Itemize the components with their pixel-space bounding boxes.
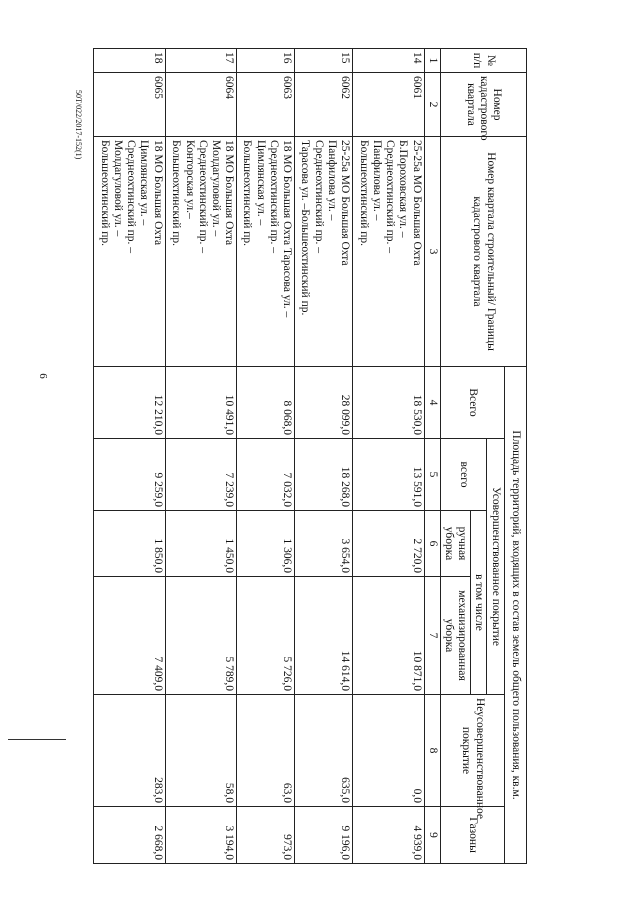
address-line: Тарасова ул. –Большеохтинский пр. <box>299 140 312 316</box>
address-line: Конторская ул.– <box>183 140 196 219</box>
row-lawns: 4 939,0 <box>352 807 424 864</box>
header-manual: ручная уборка <box>440 511 470 577</box>
row-total: 28 099,0 <box>295 367 353 439</box>
colnum: 4 <box>424 367 440 439</box>
row-cad: 6061 <box>352 73 424 137</box>
row-manual: 1 306,0 <box>237 511 295 577</box>
address-line: Среднеохтинский пр. – <box>267 140 280 254</box>
row-imp-total: 9 259,0 <box>94 439 166 511</box>
row-no: 15 <box>295 49 353 73</box>
table-row <box>94 49 166 864</box>
address-line: 18 МО Большая Охта <box>151 140 164 246</box>
header-cad-quarter: Номер кадастрового квартала <box>440 73 526 137</box>
row-mech: 14 614,0 <box>295 577 353 695</box>
row-imp-total: 13 591,0 <box>352 439 424 511</box>
address-line: Молдагуловой ул. – <box>209 140 222 237</box>
row-unimp: 283,0 <box>94 695 166 807</box>
row-no: 17 <box>165 49 237 73</box>
header-area-group: Площадь территорий, входящих в состав земель общего пользования, кв.м. <box>505 367 527 864</box>
row-lawns: 973,0 <box>237 807 295 864</box>
row-mech: 7 409,0 <box>94 577 166 695</box>
address-line: Среднеохтинский пр. – <box>196 140 209 254</box>
address-line: Панфилова ул. – <box>325 140 338 221</box>
address-line: Цимлянская ул. – <box>254 140 267 226</box>
address-line: Среднеохтинский пр. – <box>312 140 325 254</box>
row-cad: 6063 <box>237 73 295 137</box>
rotated-table-container <box>93 48 527 863</box>
colnum: 7 <box>424 577 440 695</box>
margin-rule <box>8 739 66 740</box>
row-cad: 6064 <box>165 73 237 137</box>
row-no: 16 <box>237 49 295 73</box>
address-line: Большеохтинский пр. <box>98 140 111 247</box>
row-lawns: 3 194,0 <box>165 807 237 864</box>
colnum: 9 <box>424 807 440 864</box>
address-line: 18 МО Большая Охта Тарасова ул. – <box>281 140 294 318</box>
page-number: 6 <box>36 373 49 379</box>
table-row <box>165 49 237 864</box>
row-unimp: 58,0 <box>165 695 237 807</box>
address-line: 25-25а МО Большая Охта <box>338 140 351 266</box>
header-building-quarter: Номер квартала строительный/ Границы кадастрового квартала <box>440 137 526 367</box>
address-line: 18 МО Большая Охта <box>223 140 236 246</box>
row-manual: 1 450,0 <box>165 511 237 577</box>
table-row <box>237 49 295 864</box>
table-row <box>352 49 424 864</box>
row-address <box>237 137 295 367</box>
row-unimp: 0,0 <box>352 695 424 807</box>
address-line: Большеохтинский пр. <box>241 140 254 247</box>
row-unimp: 635,0 <box>295 695 353 807</box>
row-mech: 5 789,0 <box>165 577 237 695</box>
row-no: 14 <box>352 49 424 73</box>
address-line: Большеохтинский пр. <box>170 140 183 247</box>
colnum: 2 <box>424 73 440 137</box>
row-address <box>94 137 166 367</box>
row-imp-total: 18 268,0 <box>295 439 353 511</box>
row-imp-total: 7 239,0 <box>165 439 237 511</box>
row-lawns: 9 196,0 <box>295 807 353 864</box>
address-line: Среднеохтинский пр. – <box>384 140 397 254</box>
table-row <box>295 49 353 864</box>
header-improved: Усовершенствованное покрытие <box>487 439 505 695</box>
row-imp-total: 7 032,0 <box>237 439 295 511</box>
address-line: Молдагуловой ул. – <box>111 140 124 237</box>
row-address <box>165 137 237 367</box>
header-incl: в том числе <box>470 511 486 695</box>
address-line: Среднеохтинский пр. – <box>125 140 138 254</box>
row-manual: 1 850,0 <box>94 511 166 577</box>
row-manual: 3 654,0 <box>295 511 353 577</box>
land-area-table <box>93 48 527 864</box>
row-total: 12 210,0 <box>94 367 166 439</box>
colnum: 1 <box>424 49 440 73</box>
header-unimproved: Неусовершенствованное покрытие <box>440 695 504 807</box>
row-mech: 10 871,0 <box>352 577 424 695</box>
address-line: Большеохтинский пр. <box>357 140 370 247</box>
row-total: 10 491,0 <box>165 367 237 439</box>
row-unimp: 63,0 <box>237 695 295 807</box>
header-improved-total: всего <box>440 439 486 511</box>
row-lawns: 2 668,0 <box>94 807 166 864</box>
row-total: 18 530,0 <box>352 367 424 439</box>
header-total: Всего <box>440 367 504 439</box>
address-line: 25-25а МО Большая Охта <box>410 140 423 266</box>
header-lawns: Газоны <box>440 807 504 864</box>
colnum: 6 <box>424 511 440 577</box>
document-code: 50Т/022/2017-152(1) <box>74 90 83 160</box>
row-no: 18 <box>94 49 166 73</box>
address-line: Б.Пороховская ул. – <box>397 140 410 238</box>
row-manual: 2 720,0 <box>352 511 424 577</box>
colnum: 5 <box>424 439 440 511</box>
row-cad: 6065 <box>94 73 166 137</box>
address-line: Цимлянская ул. – <box>138 140 151 226</box>
row-address <box>295 137 353 367</box>
row-address <box>352 137 424 367</box>
row-mech: 5 726,0 <box>237 577 295 695</box>
header-mech: механизированная уборка <box>440 577 470 695</box>
row-total: 8 068,0 <box>237 367 295 439</box>
header-no: № п/п <box>440 49 526 73</box>
colnum: 3 <box>424 137 440 367</box>
address-line: Панфилова ул. – <box>370 140 383 221</box>
colnum: 8 <box>424 695 440 807</box>
row-cad: 6062 <box>295 73 353 137</box>
